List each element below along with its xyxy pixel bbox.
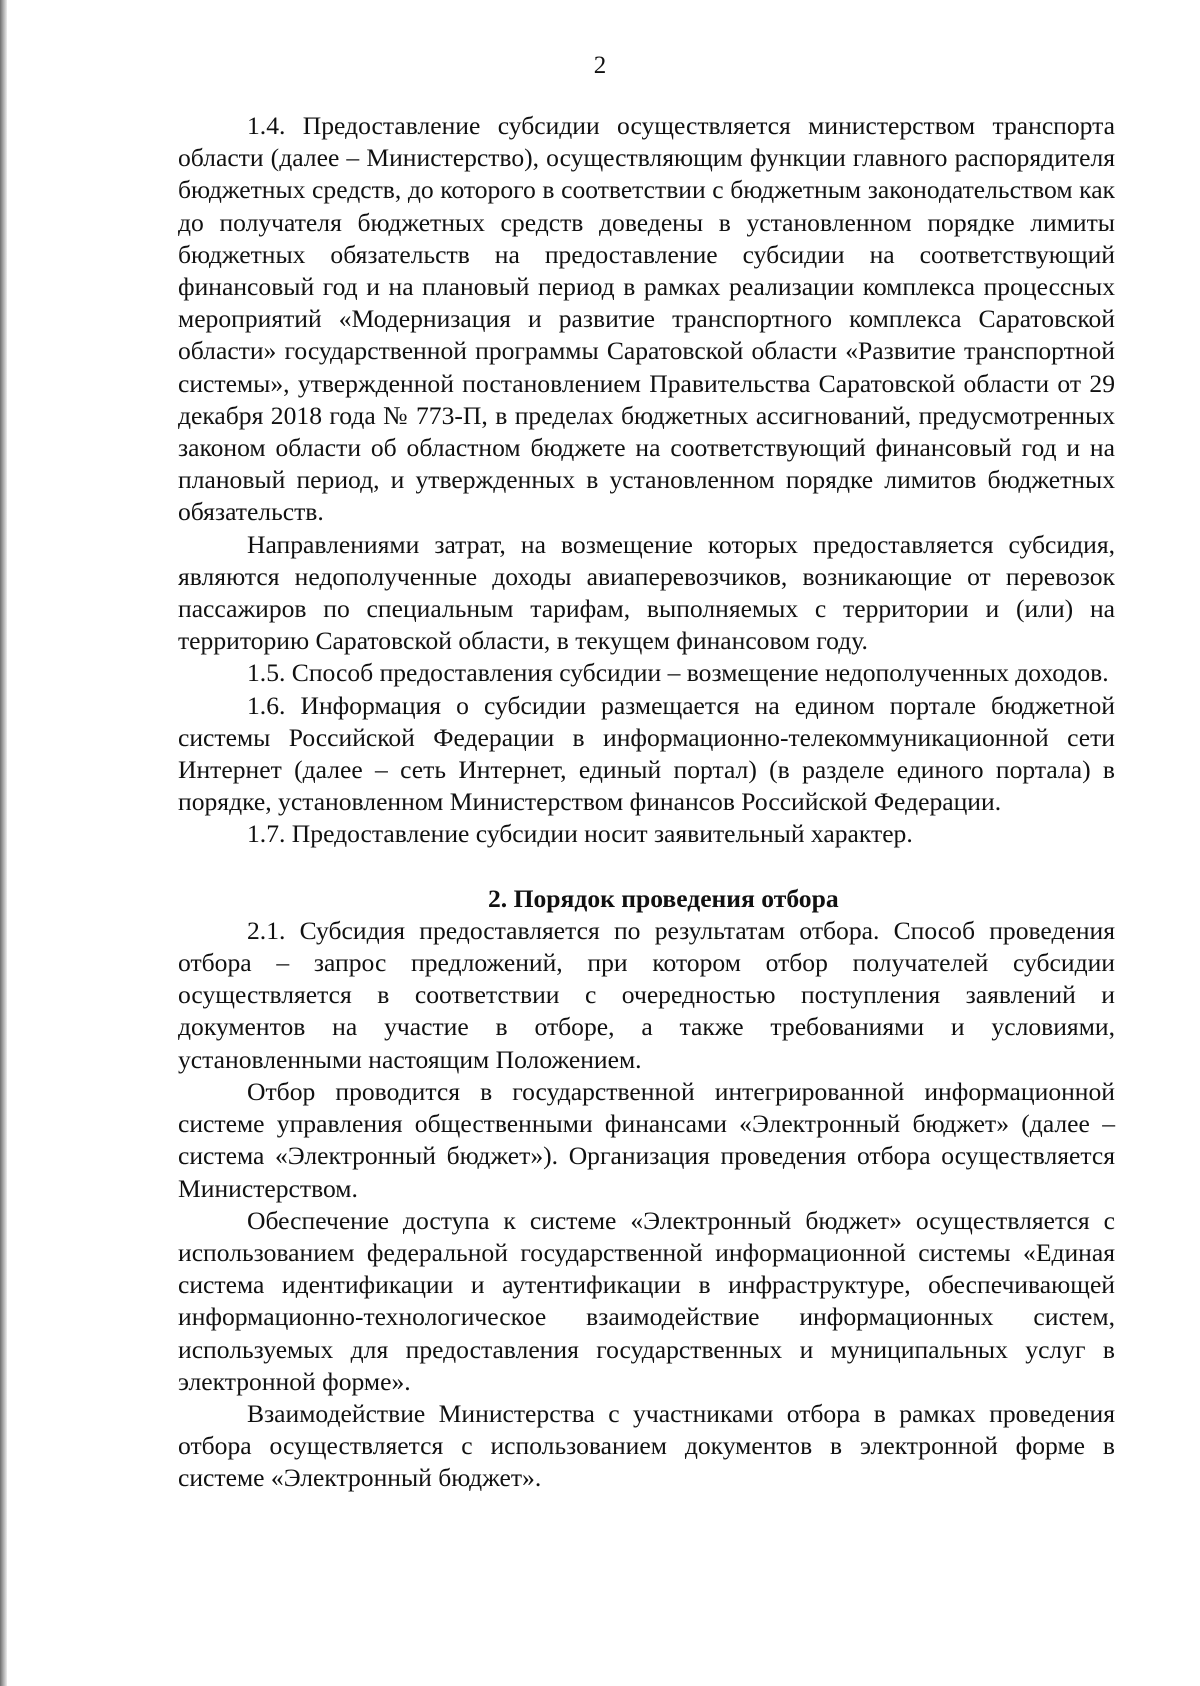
scan-edge-shadow [0,0,7,1686]
section-heading: 2. Порядок проведения отбора [488,883,839,913]
paragraph-1-6: 1.6. Информация о субсидии размещается на едином портале бюджетной системы Российской Федерации в информационно-телекоммуникационной сети Интернет (далее – сеть Интернет, единый портал) (в разделе единого портала) в порядке, установленном Министерством финансов Российской Федерации. [178,690,1115,817]
document-body [178,110,1115,1495]
paragraph-2-1: 2.1. Субсидия предоставляется по результатам отбора. Способ проведения отбора – запрос предложений, при котором отбор получателей субсидии осуществляется в соответствии с очередностью поступления заявлений и документов на участие в отборе, а также требованиями и условиями, установленными настоящим Положением. [178,915,1115,1074]
paragraph-cost-directions: Направлениями затрат, на возмещение которых предоставляется субсидия, являются недополученные доходы авиаперевозчиков, возникающие от перевозок пассажиров по специальным тарифам, выполняемых с территории и (или) на территорию Саратовской области, в текущем финансовом году. [178,529,1115,656]
paragraph-1-4: 1.4. Предоставление субсидии осуществляется министерством транспорта области (далее – Министерство), осуществляющим функции главного распорядителя бюджетных средств, до которого в соответствии с бюджетным законодательством как до получателя бюджетных средств доведены в установленном порядке лимиты бюджетных обязательств на предоставление субсидии на соответствующий финансовый год и на плановый период в рамках реализации комплекса процессных мероприятий «Модернизация и развитие транспортного комплекса Саратовской области» государственной программы Саратовской области «Развитие транспортной системы», утвержденной постановлением Правительства Саратовской области от 29 декабря 2018 года № 773-П, в пределах бюджетных ассигнований, предусмотренных законом области об областном бюджете на соответствующий финансовый год и на плановый период, и утвержденных в установленном порядке лимитов бюджетных обязательств. [178,111,1115,527]
paragraph-selection-system: Отбор проводится в государственной интегрированной информационной системе управления общественными финансами «Электронный бюджет» (далее – система «Электронный бюджет»). Организация проведения отбора осуществляется Министерством. [178,1076,1115,1203]
paragraph-system-access: Обеспечение доступа к системе «Электронный бюджет» осуществляется с использованием федеральной государственной информационной системы «Единая система идентификации и аутентификации в инфраструктуре, обеспечивающей информационно-технологическое взаимодействие информационных систем, используемых для предоставления государственных и муниципальных услуг в электронной форме». [178,1205,1115,1396]
paragraph-1-7: 1.7. Предоставление субсидии носит заявительный характер. [247,819,913,849]
page-number: 2 [593,52,607,79]
paragraph-interaction: Взаимодействие Министерства с участниками отбора в рамках проведения отбора осуществляется с использованием документов в электронной форме в системе «Электронный бюджет». [178,1398,1115,1493]
paragraph-1-5: 1.5. Способ предоставления субсидии – возмещение недополученных доходов. [247,658,1109,688]
